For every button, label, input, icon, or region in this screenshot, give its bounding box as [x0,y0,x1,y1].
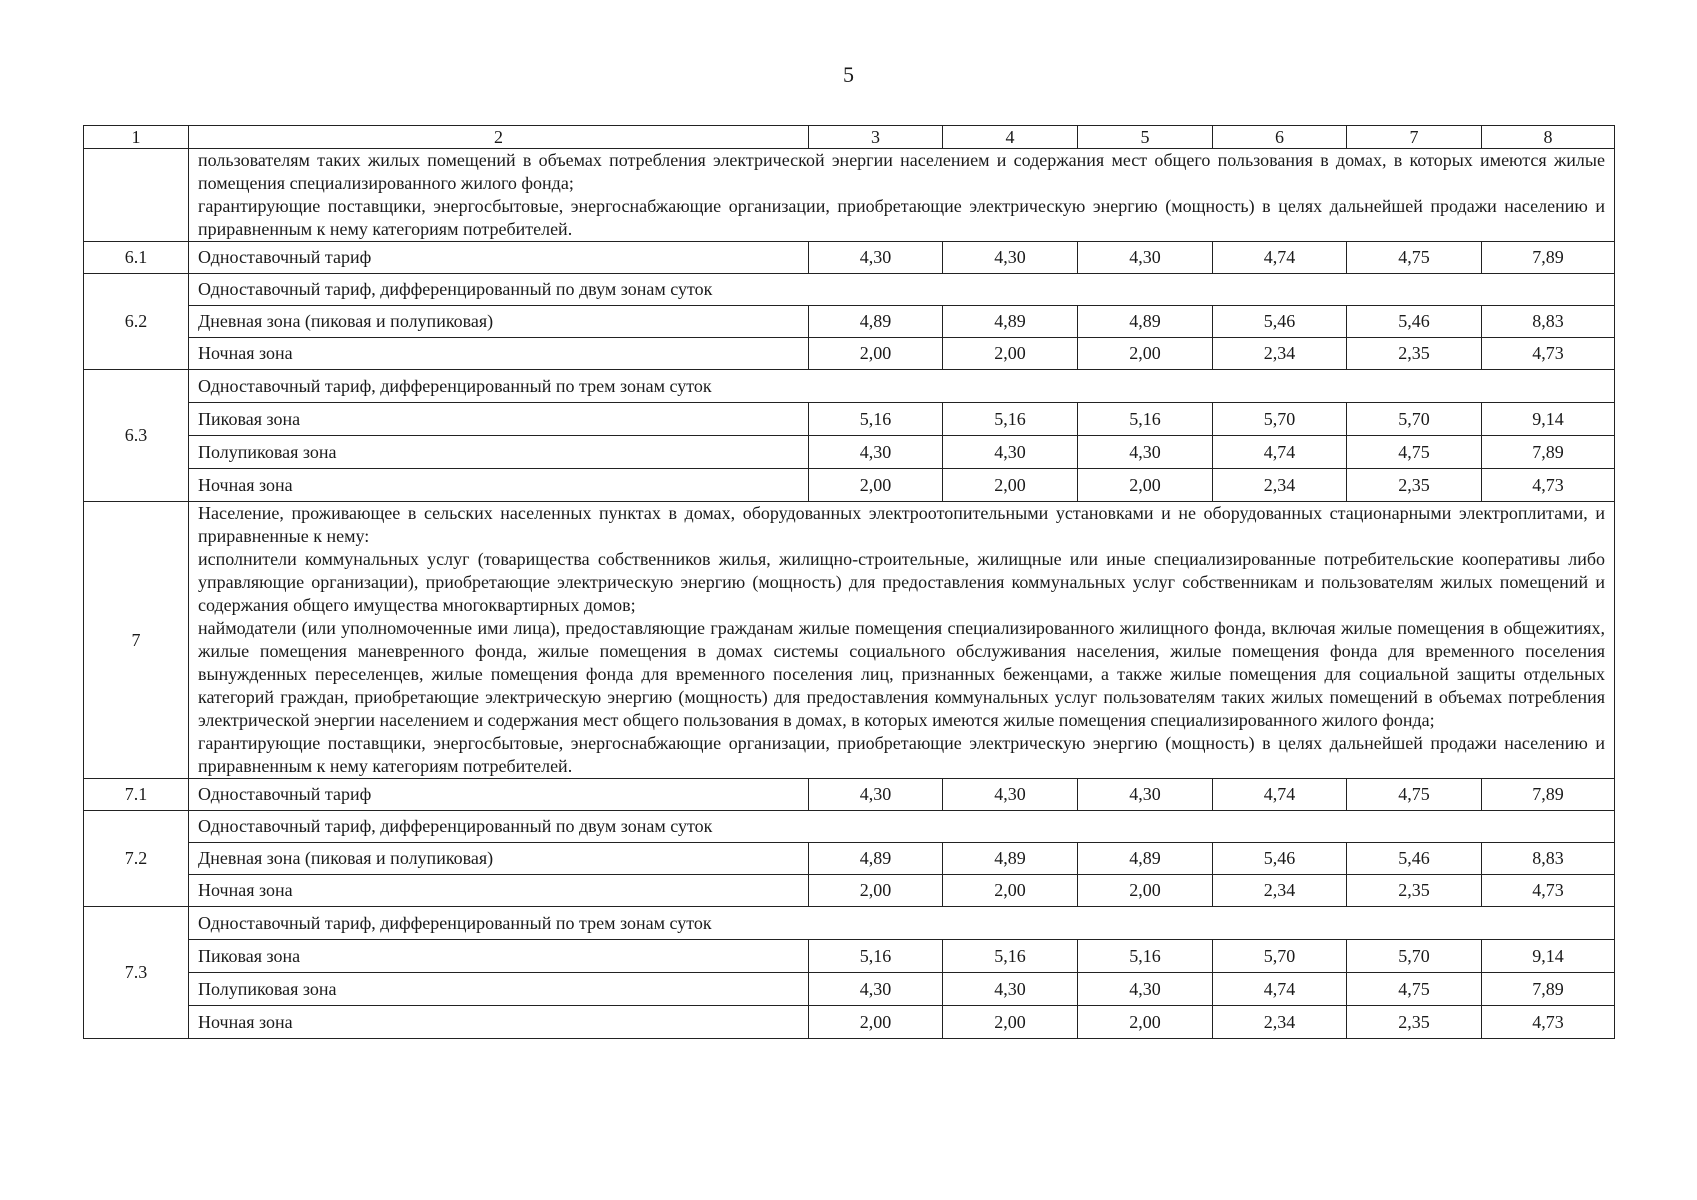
tariff-value: 4,30 [1078,973,1213,1006]
tariff-value: 5,16 [809,403,943,436]
tariff-table [83,125,1615,1039]
tariff-value: 5,16 [943,403,1078,436]
tariff-group-title-row [84,370,1615,403]
column-number: 7 [1347,126,1482,149]
column-number: 6 [1213,126,1347,149]
row-label: Одноставочный тариф [189,779,809,811]
tariff-value: 2,00 [1078,469,1213,502]
tariff-value: 7,89 [1482,436,1615,469]
consumer-description [189,149,1615,242]
tariff-value: 9,14 [1482,403,1615,436]
tariff-value: 5,16 [1078,940,1213,973]
row-label: Пиковая зона [189,403,809,436]
description-paragraph: гарантирующие поставщики, энергосбытовые, энергоснабжающие организации, приобретающие электрическую энергию (мощность) в целях дальнейшей продажи населению и приравненным к нему категориям потребителей. [198,733,1605,776]
tariff-row [84,875,1615,907]
row-number: 7.2 [84,811,189,907]
tariff-value: 4,74 [1213,973,1347,1006]
tariff-value: 8,83 [1482,306,1615,338]
tariff-value: 5,70 [1347,940,1482,973]
tariff-value: 2,00 [809,1006,943,1039]
tariff-row [84,403,1615,436]
tariff-value: 4,30 [943,242,1078,274]
column-number: 5 [1078,126,1213,149]
row-number [84,149,189,242]
tariff-value: 4,73 [1482,469,1615,502]
tariff-value: 2,34 [1213,875,1347,907]
tariff-value: 2,00 [943,1006,1078,1039]
description-paragraph: гарантирующие поставщики, энергосбытовые, энергоснабжающие организации, приобретающие электрическую энергию (мощность) в целях дальнейшей продажи населению и приравненным к нему категориям потребителей. [198,196,1605,239]
tariff-value: 4,30 [943,436,1078,469]
tariff-value: 2,34 [1213,338,1347,370]
column-number-row [84,126,1615,149]
tariff-value: 4,74 [1213,779,1347,811]
row-label: Ночная зона [189,338,809,370]
tariff-value: 2,35 [1347,1006,1482,1039]
tariff-value: 4,89 [943,306,1078,338]
tariff-value: 4,30 [1078,436,1213,469]
tariff-value: 7,89 [1482,973,1615,1006]
row-number: 7.1 [84,779,189,811]
tariff-value: 4,30 [943,779,1078,811]
tariff-row [84,779,1615,811]
tariff-value: 5,16 [809,940,943,973]
tariff-value: 4,75 [1347,436,1482,469]
tariff-row [84,338,1615,370]
tariff-value: 2,00 [1078,875,1213,907]
tariff-value: 4,75 [1347,973,1482,1006]
description-paragraph: исполнители коммунальных услуг (товарищества собственников жилья, жилищно-строительные, жилищные или иные специализированные потребительские кооперативы либо управляющие организации), приобретающие электрическую энергию (мощность) для предоставления коммунальных услуг собственникам и пользователям жилых помещений и содержания общего имущества многоквартирных домов; [198,549,1605,615]
column-number: 3 [809,126,943,149]
column-number: 8 [1482,126,1615,149]
tariff-value: 4,73 [1482,875,1615,907]
tariff-value: 4,30 [809,242,943,274]
tariff-value: 5,70 [1347,403,1482,436]
tariff-value: 4,30 [809,973,943,1006]
tariff-value: 5,46 [1347,843,1482,875]
tariff-value: 4,30 [809,436,943,469]
row-label: Полупиковая зона [189,436,809,469]
continuation-row [84,149,1615,242]
tariff-value: 4,89 [1078,306,1213,338]
consumer-group-row [84,502,1615,779]
tariff-value: 4,30 [943,973,1078,1006]
row-number: 6.1 [84,242,189,274]
tariff-value: 2,00 [809,875,943,907]
row-number: 6.3 [84,370,189,502]
row-label: Дневная зона (пиковая и полупиковая) [189,306,809,338]
description-paragraph: наймодатели (или уполномоченные ими лица), предоставляющие гражданам жилые помещения специализированного жилищного фонда, включая жилые помещения в общежитиях, жилые помещения маневренного фонда, жилые помещения в домах системы социального обслуживания населения, жилые помещения фонда для временного поселения вынужденных переселенцев, жилые помещения фонда для временного поселения лиц, признанных беженцами, а также жилые помещения для социальной защиты отдельных категорий граждан, приобретающие электрическую энергию (мощность) для предоставления коммунальных услуг пользователям таких жилых помещений в объемах потребления электрической энергии населением и содержания мест общего пользования в домах, в которых имеются жилые помещения специализированного жилого фонда; [198,618,1605,730]
tariff-value: 5,46 [1213,306,1347,338]
column-number: 1 [84,126,189,149]
row-label: Пиковая зона [189,940,809,973]
row-label: Ночная зона [189,1006,809,1039]
tariff-value: 4,89 [809,306,943,338]
tariff-value: 2,00 [943,875,1078,907]
tariff-value: 2,00 [1078,338,1213,370]
tariff-row [84,940,1615,973]
tariff-value: 2,34 [1213,1006,1347,1039]
row-label: Полупиковая зона [189,973,809,1006]
tariff-value: 4,30 [1078,242,1213,274]
group-title: Одноставочный тариф, дифференцированный по трем зонам суток [189,370,1615,403]
page-number: 5 [843,62,854,87]
tariff-value: 2,00 [943,469,1078,502]
tariff-value: 8,83 [1482,843,1615,875]
tariff-row [84,843,1615,875]
tariff-value: 2,34 [1213,469,1347,502]
group-title: Одноставочный тариф, дифференцированный по двум зонам суток [189,274,1615,306]
consumer-description [189,502,1615,779]
tariff-group-title-row [84,274,1615,306]
row-number: 7.3 [84,907,189,1039]
tariff-value: 5,16 [1078,403,1213,436]
tariff-row [84,436,1615,469]
row-number: 6.2 [84,274,189,370]
group-title: Одноставочный тариф, дифференцированный по трем зонам суток [189,907,1615,940]
tariff-value: 5,46 [1213,843,1347,875]
tariff-row [84,1006,1615,1039]
tariff-row [84,242,1615,274]
column-number: 2 [189,126,809,149]
tariff-row [84,306,1615,338]
column-number: 4 [943,126,1078,149]
tariff-value: 2,00 [943,338,1078,370]
row-label: Ночная зона [189,875,809,907]
row-label: Ночная зона [189,469,809,502]
row-number: 7 [84,502,189,779]
tariff-group-title-row [84,907,1615,940]
tariff-value: 7,89 [1482,779,1615,811]
tariff-value: 4,74 [1213,436,1347,469]
row-label: Дневная зона (пиковая и полупиковая) [189,843,809,875]
group-title: Одноставочный тариф, дифференцированный по двум зонам суток [189,811,1615,843]
tariff-value: 4,89 [1078,843,1213,875]
tariff-value: 2,35 [1347,338,1482,370]
tariff-value: 2,35 [1347,875,1482,907]
tariff-value: 2,00 [809,338,943,370]
tariff-group-title-row [84,811,1615,843]
tariff-value: 5,70 [1213,940,1347,973]
tariff-value: 4,73 [1482,1006,1615,1039]
tariff-value: 5,70 [1213,403,1347,436]
tariff-value: 4,30 [809,779,943,811]
tariff-value: 4,75 [1347,242,1482,274]
tariff-value: 2,00 [1078,1006,1213,1039]
row-label: Одноставочный тариф [189,242,809,274]
description-paragraph: пользователям таких жилых помещений в объемах потребления электрической энергии населением и содержания мест общего пользования в домах, в которых имеются жилые помещения специализированного жилого фонда; [198,150,1605,193]
tariff-value: 4,30 [1078,779,1213,811]
tariff-value: 5,16 [943,940,1078,973]
tariff-value: 4,89 [809,843,943,875]
tariff-value: 9,14 [1482,940,1615,973]
tariff-value: 4,89 [943,843,1078,875]
description-paragraph: Население, проживающее в сельских населенных пунктах в домах, оборудованных электроотопительными установками и не оборудованных стационарными электроплитами, и приравненные к нему: [198,503,1605,546]
tariff-row [84,469,1615,502]
tariff-value: 4,74 [1213,242,1347,274]
tariff-row [84,973,1615,1006]
tariff-value: 2,35 [1347,469,1482,502]
tariff-value: 4,75 [1347,779,1482,811]
tariff-value: 7,89 [1482,242,1615,274]
tariff-value: 5,46 [1347,306,1482,338]
tariff-value: 2,00 [809,469,943,502]
tariff-value: 4,73 [1482,338,1615,370]
